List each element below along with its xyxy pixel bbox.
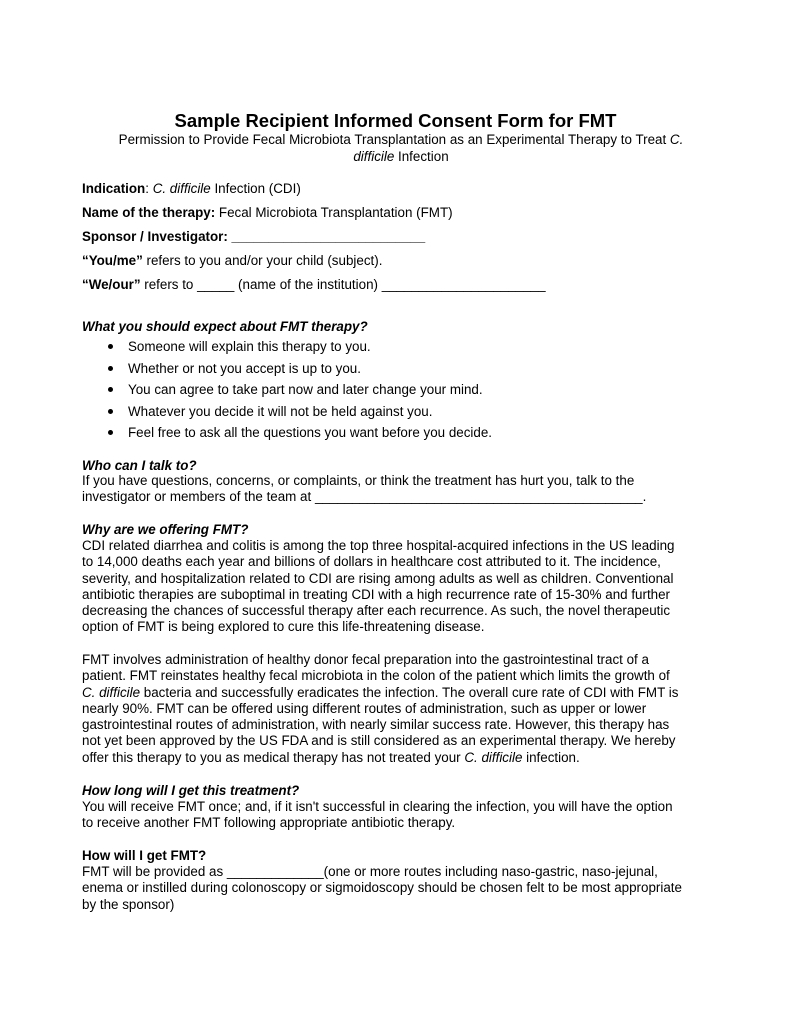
weour-label: “We/our”	[82, 277, 141, 292]
youme-value: refers to you and/or your child (subject).	[142, 253, 383, 268]
paragraph-line: to receive another FMT following appropriate antibiotic therapy.	[82, 815, 456, 831]
youme-label: “You/me”	[82, 253, 143, 268]
paragraph-line: gastrointestinal routes of administration, with nearly similar success rate. However, this therapy has	[82, 717, 670, 733]
paragraph-line: FMT involves administration of healthy donor fecal preparation into the gastrointestinal tract of a	[82, 652, 649, 667]
therapy-value: Fecal Microbiota Transplantation (FMT)	[215, 205, 453, 220]
indication-field	[82, 180, 301, 197]
list-item-text: You can agree to take part now and later change your mind.	[128, 382, 483, 397]
subtitle-text: Permission to Provide Fecal Microbiota Transplantation as an Experimental Therapy to Treat	[118, 132, 670, 147]
therapy-label: Name of the therapy:	[82, 205, 216, 220]
paragraph-line: enema or instilled during colonoscopy or sigmoidoscopy should be chosen felt to be most appropriate	[82, 880, 682, 896]
talk-heading: Who can I talk to?	[82, 458, 197, 473]
page-title: Sample Recipient Informed Consent Form for FMT	[174, 110, 617, 131]
paragraph-line	[82, 685, 722, 701]
subtitle-text: Infection	[394, 149, 449, 164]
paragraph-line: not yet been approved by the US FDA and is still considered as an experimental therapy. We hereby	[82, 733, 676, 749]
weour-field	[82, 276, 546, 293]
howlong-paragraph	[82, 799, 722, 832]
howget-paragraph	[82, 864, 722, 913]
bullet-icon	[108, 366, 113, 371]
indication-value-italic: C. difficile	[152, 181, 211, 196]
paragraph-line: by the sponsor)	[82, 896, 175, 912]
list-item	[82, 338, 722, 360]
paragraph-line: You will receive FMT once; and, if it isn't successful in clearing the infection, you will have the option	[82, 799, 673, 814]
list-item	[82, 424, 722, 446]
paragraph-line: If you have questions, concerns, or complaints, or think the treatment has hurt you, talk to the	[82, 473, 635, 488]
list-item-text: Whether or not you accept is up to you.	[128, 360, 361, 376]
bullet-icon	[108, 344, 113, 349]
paragraph-line: investigator or members of the team at ____________________________________________.	[82, 489, 647, 505]
bullet-icon	[108, 409, 113, 414]
paragraph-line: CDI related diarrhea and colitis is among the top three hospital-acquired infections in the US leading	[82, 538, 675, 553]
talk-paragraph	[82, 473, 722, 506]
indication-value: Infection (CDI)	[210, 181, 301, 196]
howlong-heading: How long will I get this treatment?	[82, 783, 300, 798]
list-item-text: Feel free to ask all the questions you want before you decide.	[128, 425, 492, 440]
line-text: offer this therapy to you as medical therapy has not treated your	[82, 749, 465, 765]
why-heading: Why are we offering FMT?	[82, 522, 249, 537]
bullet-icon	[108, 387, 113, 392]
list-item	[82, 381, 722, 403]
line-text: bacteria and successfully eradicates the infection. The overall cure rate of CDI with FMT is	[140, 684, 679, 700]
why-paragraph-2	[82, 652, 722, 766]
why-paragraph-1	[82, 538, 722, 636]
list-item-text: Someone will explain this therapy to you.	[128, 339, 371, 354]
paragraph-line: FMT will be provided as _____________(one or more routes including naso-gastric, naso-jejunal,	[82, 864, 658, 879]
paragraph-line: decreasing the chances of successful therapy after each recurrence. As such, the novel therapeutic	[82, 603, 671, 619]
italic-term: C. difficile	[82, 684, 141, 700]
paragraph-line: to 14,000 deaths each year and billions of dollars in healthcare cost attributed to it. The incidence,	[82, 554, 661, 570]
indication-colon: :	[145, 181, 153, 196]
list-item	[82, 403, 722, 425]
weour-value: refers to _____ (name of the institution) ______________________	[140, 277, 546, 292]
list-item-text: Whatever you decide it will not be held against you.	[128, 403, 433, 419]
paragraph-line: nearly 90%. FMT can be offered using different routes of administration, such as upper or lower	[82, 700, 647, 716]
paragraph-line: option of FMT is being explored to cure this life-threatening disease.	[82, 619, 485, 635]
page-subtitle	[90, 131, 712, 165]
bullet-icon	[108, 430, 113, 435]
list-item	[82, 360, 722, 382]
paragraph-line	[82, 750, 722, 766]
subtitle-italic: difficile	[353, 149, 395, 164]
expect-heading: What you should expect about FMT therapy?	[82, 319, 368, 334]
therapy-name-field	[82, 204, 453, 221]
italic-term: C. difficile	[464, 749, 523, 765]
line-text: infection.	[522, 749, 580, 765]
subtitle-italic: C.	[669, 132, 684, 147]
sponsor-field: Sponsor / Investigator: __________________________	[82, 229, 426, 244]
expect-list	[82, 338, 722, 446]
indication-label: Indication	[82, 181, 146, 196]
howget-heading: How will I get FMT?	[82, 848, 207, 863]
paragraph-line: patient. FMT reinstates healthy fecal microbiota in the colon of the patient which limits the growth of	[82, 668, 670, 684]
paragraph-line: severity, and hospitalization related to CDI are rising among adults as well as children. Conventional	[82, 570, 674, 586]
paragraph-line: antibiotic therapies are suboptimal in treating CDI with a high recurrence rate of 15-30% and further	[82, 586, 671, 602]
youme-field	[82, 252, 382, 269]
